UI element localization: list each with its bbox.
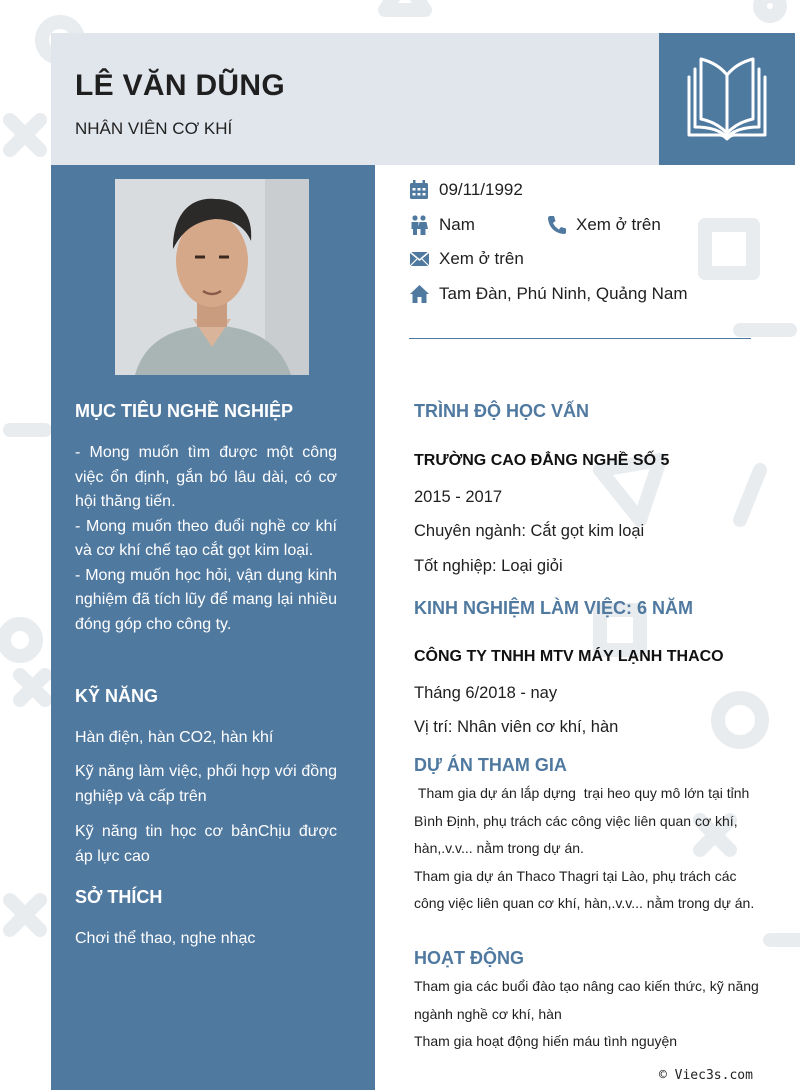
home-icon [409, 284, 431, 304]
project-item: Tham gia dự án Thaco Thagri tại Lào, phụ trách các công việc liên quan cơ khí, hàn,.v.v... nằm trong dự án. [414, 867, 755, 911]
address: Tam Đàn, Phú Ninh, Quảng Nam [439, 284, 688, 303]
education-major: Chuyên ngành: Cắt gọt kim loại [414, 522, 645, 540]
projects-list [414, 780, 764, 918]
objective-line: - Mong muốn học hỏi, vận dụng kinh nghiệm đã tích lũy để mang lại nhiều đóng góp cho công ty. [75, 566, 337, 633]
hobbies-title: SỞ THÍCH [75, 887, 163, 907]
address-row [409, 284, 688, 304]
calendar-icon [409, 180, 431, 200]
education-title: TRÌNH ĐỘ HỌC VẤN [414, 401, 589, 421]
education-graduation: Tốt nghiệp: Loại giỏi [414, 557, 563, 575]
birthdate-row [409, 180, 523, 200]
avatar [115, 179, 309, 375]
skill-item: Hàn điện, hàn CO2, hàn khí [75, 729, 274, 746]
education-period: 2015 - 2017 [414, 488, 503, 506]
project-item: Tham gia dự án lắp dựng trại heo quy mô lớn tại tỉnh Bình Định, phụ trách các công việc liên quan cơ khí, hàn,.v.v... nằm trong dự án. [414, 785, 754, 856]
phone: Xem ở trên [576, 215, 661, 234]
divider [409, 338, 751, 339]
gender: Nam [439, 215, 475, 234]
sidebar [51, 165, 375, 1090]
projects-title: DỰ ÁN THAM GIA [414, 755, 567, 775]
activity-item: Tham gia hoạt động hiến máu tình nguyện [414, 1033, 678, 1049]
skill-item: Kỹ năng tin học cơ bảnChịu được áp lực cao [75, 823, 337, 865]
activities-title: HOẠT ĐỘNG [414, 948, 524, 968]
skill-item: Kỹ năng làm việc, phối hợp với đồng nghiệp và cấp trên [75, 763, 337, 805]
gender-row [409, 215, 475, 235]
objective-line: - Mong muốn theo đuổi nghề cơ khí và cơ khí chế tạo cắt gọt kim loại. [75, 517, 337, 559]
birthdate: 09/11/1992 [439, 180, 523, 199]
objective-title: MỤC TIÊU NGHỀ NGHIỆP [75, 401, 294, 421]
phone-icon [546, 215, 568, 235]
job-title: NHÂN VIÊN CƠ KHÍ [75, 119, 233, 138]
activity-item: Tham gia các buổi đào tạo nâng cao kiến thức, kỹ năng ngành nghề cơ khí, hàn [414, 978, 759, 1022]
open-book-icon [679, 47, 775, 143]
phone-row [546, 215, 661, 235]
email-row [409, 249, 524, 269]
objective-line: - Mong muốn tìm được một công việc ổn định, gắn bó lâu dài, có cơ hội thăng tiến. [75, 444, 337, 510]
skills-title: KỸ NĂNG [75, 686, 159, 706]
company-name: CÔNG TY TNHH MTV MÁY LẠNH THACO [414, 648, 724, 665]
candidate-name: LÊ VĂN DŨNG [75, 69, 285, 102]
people-icon [409, 215, 431, 235]
header [51, 33, 659, 165]
envelope-icon [409, 249, 431, 269]
watermark: © Viec3s.com [659, 1068, 753, 1083]
activities-list [414, 973, 764, 1056]
experience-period: Tháng 6/2018 - nay [414, 684, 558, 702]
experience-title: KINH NGHIỆM LÀM VIỆC: 6 NĂM [414, 598, 693, 618]
objective-text [75, 441, 337, 637]
email: Xem ở trên [439, 249, 524, 268]
logo-box [659, 33, 795, 165]
experience-position: Vị trí: Nhân viên cơ khí, hàn [414, 718, 619, 736]
school-name: TRƯỜNG CAO ĐẲNG NGHỀ SỐ 5 [414, 452, 670, 469]
hobbies-text: Chơi thể thao, nghe nhạc [75, 930, 256, 947]
